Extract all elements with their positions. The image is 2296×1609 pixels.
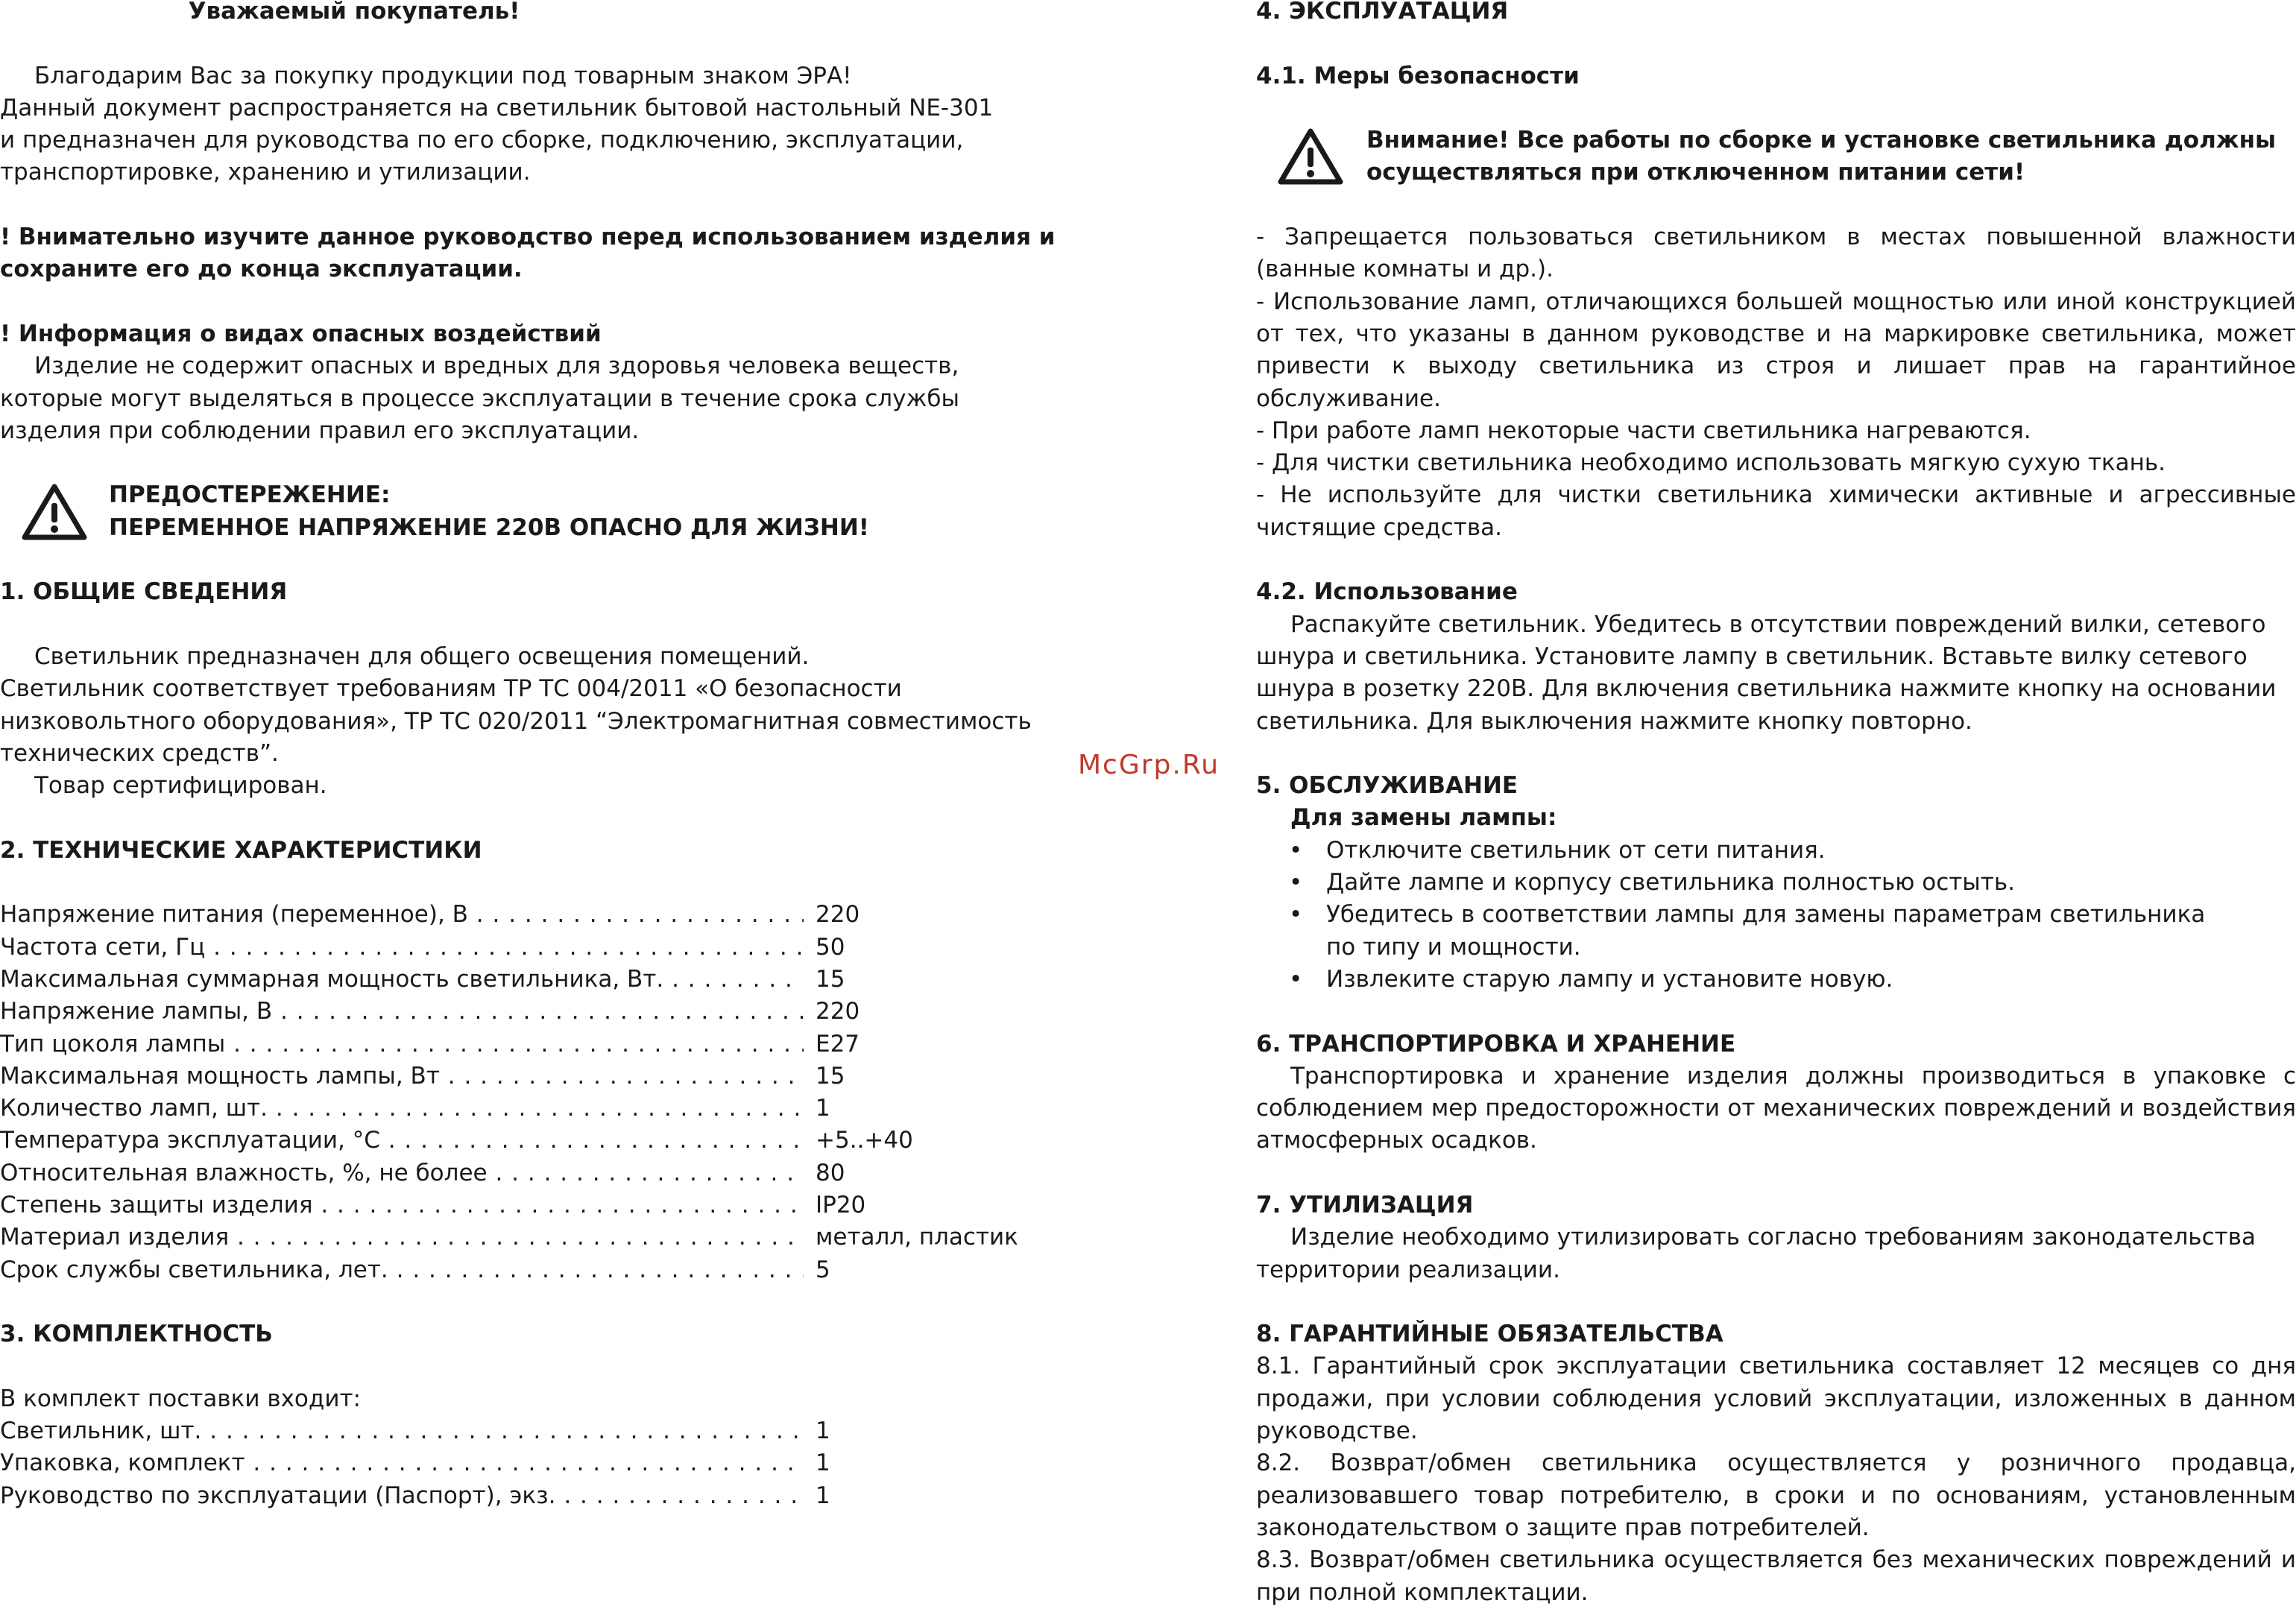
spec-row: Срок службы светильника, лет. . . . 5: [0, 1254, 1044, 1286]
spec-row: Частота сети, Гц . . . 50: [0, 932, 1044, 964]
intro-line: и предназначен для руководства по его сборке, подключению, эксплуатации,: [0, 127, 964, 154]
spec-table: [0, 899, 1044, 1286]
kit-intro: В комплект поставки входит:: [0, 1385, 361, 1412]
intro-line: транспортировке, хранению и утилизации.: [0, 159, 531, 186]
kit-row: Упаковка, комплект . . . 1: [0, 1447, 1044, 1479]
warning-line: ПРЕДОСТЕРЕЖЕНИЕ:: [109, 481, 391, 509]
section-title: 6. ТРАНСПОРТИРОВКА И ХРАНЕНИЕ: [1256, 1030, 1736, 1058]
usage-line: светильника. Для выключения нажмите кнопку повторно.: [1256, 707, 1972, 735]
section-title: 4. ЭКСПЛУАТАЦИЯ: [1256, 0, 1509, 25]
warning-triangle-icon: [1277, 127, 1344, 186]
warning-line: осуществляться при отключенном питании сети!: [1366, 159, 2025, 186]
left-column: [0, 0, 1056, 1512]
spec-row: Степень защиты изделия . . . IP20: [0, 1189, 1044, 1221]
section-title: 5. ОБСЛУЖИВАНИЕ: [1256, 772, 1518, 800]
disposal-line: территории реализации.: [1256, 1256, 1560, 1283]
hazard-text: Изделие не содержит опасных и вредных для здоровья человека веществ,: [34, 353, 959, 380]
section-title: 1. ОБЩИЕ СВЕДЕНИЯ: [0, 578, 288, 606]
list-item: • Извлеките старую лампу и установите новую.: [1289, 965, 1893, 993]
hazard-title: ! Информация о видах опасных воздействий: [0, 320, 602, 347]
safety-item: - Использование ламп, отличающихся большей мощностью или иной конструкцией от тех, что указаны в данном руководстве и на маркировке светильника, может привести к выходу светильника из строя и лишает прав на гарантийное обслуживание.: [1256, 288, 2296, 412]
spec-row: Напряжение лампы, В . . . 220: [0, 996, 1044, 1028]
s1-line: Светильник предназначен для общего освещения помещений.: [34, 642, 810, 670]
spec-row: Температура эксплуатации, °С . . . +5..+40: [0, 1125, 1044, 1157]
usage-line: шнура и светильника. Установите лампу в светильник. Вставьте вилку сетевого: [1256, 642, 2248, 670]
notice-line: сохраните его до конца эксплуатации.: [0, 256, 523, 283]
spec-row: Количество ламп, шт. . . . 1: [0, 1093, 1044, 1125]
disposal-line: Изделие необходимо утилизировать согласно требованиям законодательства: [1290, 1224, 2256, 1251]
section-title: 8. ГАРАНТИЙНЫЕ ОБЯЗАТЕЛЬСТВА: [1256, 1321, 1723, 1348]
watermark: McGrp.Ru: [1078, 750, 1220, 780]
right-column: [1256, 0, 2296, 1609]
hazard-text: изделия при соблюдении правил его эксплуатации.: [0, 417, 640, 444]
usage-line: Распакуйте светильник. Убедитесь в отсутствии повреждений вилки, сетевого: [1290, 610, 2266, 638]
usage-line: шнура в розетку 220В. Для включения светильника нажмите кнопку на основании: [1256, 675, 2277, 703]
warning-block: [0, 479, 1044, 544]
transport-text: Транспортировка и хранение изделия должны производиться в упаковке с соблюдением мер предосторожности от механических повреждений и воздействия атмосферных осадков.: [1256, 1062, 2296, 1154]
kit-table: [0, 1415, 1044, 1512]
subsection-title: Для замены лампы:: [1290, 804, 1557, 832]
notice-line: ! Внимательно изучите данное руководство перед использованием изделия и: [0, 224, 1056, 251]
intro-line: Данный документ распространяется на светильник бытовой настольный NE-301: [0, 94, 994, 121]
list-item: • Отключите светильник от сети питания.: [1289, 836, 1826, 864]
warranty-item: 8.2. Возврат/обмен светильника осуществляется у розничного продавца, реализовавшего товар потребителю, в сроки и по основаниям, установленным законодательством о защите прав потребителей.: [1256, 1450, 2296, 1541]
kit-row: Руководство по эксплуатации (Паспорт), экз. . . . 1: [0, 1480, 1044, 1512]
section-title: 3. КОМПЛЕКТНОСТЬ: [0, 1321, 273, 1348]
safety-item: - При работе ламп некоторые части светильника нагреваются.: [1256, 417, 2031, 444]
safety-item: - Для чистки светильника необходимо использовать мягкую сухую ткань.: [1256, 449, 2166, 477]
spec-row: Максимальная суммарная мощность светильника, Вт. . . . 15: [0, 964, 1044, 996]
list-item: • Дайте лампе и корпусу светильника полностью остыть.: [1289, 869, 2015, 897]
section-title: 7. УТИЛИЗАЦИЯ: [1256, 1191, 1474, 1218]
list-item: • Убедитесь в соответствии лампы для замены параметрам светильника по типу и мощности.: [1289, 901, 2206, 961]
s1-line: низковольтного оборудования», ТР ТС 020/2011 “Электромагнитная совместимость: [0, 707, 1032, 735]
subsection-title: 4.1. Меры безопасности: [1256, 62, 1580, 89]
warranty-item: 8.3. Возврат/обмен светильника осуществляется без механических повреждений и при полной комплектации.: [1256, 1546, 2296, 1606]
spec-row: Напряжение питания (переменное), В . . . 220: [0, 899, 1044, 931]
warning-line: Внимание! Все работы по сборке и установке светильника должны: [1366, 127, 2277, 154]
warning-triangle-icon: [21, 482, 88, 542]
spec-row: Максимальная мощность лампы, Вт . . . 15: [0, 1060, 1044, 1093]
subsection-title: 4.2. Использование: [1256, 578, 1518, 606]
s1-line: технических средств”.: [0, 739, 279, 767]
warning-block: [1256, 124, 2296, 189]
greeting: Уважаемый покупатель!: [188, 0, 520, 25]
spec-row: Тип цоколя лампы . . . E27: [0, 1028, 1044, 1060]
warning-line: ПЕРЕМЕННОЕ НАПРЯЖЕНИЕ 220В ОПАСНО ДЛЯ ЖИЗНИ!: [109, 513, 869, 541]
warranty-item: 8.1. Гарантийный срок эксплуатации светильника составляет 12 месяцев со дня продажи, при условии соблюдения условий эксплуатации, изложенных в данном руководстве.: [1256, 1353, 2296, 1445]
safety-item: - Запрещается пользоваться светильником в местах повышенной влажности (ванные комнаты и др.).: [1256, 224, 2296, 283]
safety-item: - Не используйте для чистки светильника химически активные и агрессивные чистящие средства.: [1256, 481, 2296, 541]
section-title: 2. ТЕХНИЧЕСКИЕ ХАРАКТЕРИСТИКИ: [0, 836, 482, 864]
kit-row: Светильник, шт. . . . 1: [0, 1415, 1044, 1447]
spec-row: Материал изделия . . . металл, пластик: [0, 1221, 1044, 1254]
spec-row: Относительная влажность, %, не более . . . 80: [0, 1157, 1044, 1189]
s1-line: Товар сертифицирован.: [34, 772, 327, 800]
intro-line: Благодарим Вас за покупку продукции под товарным знаком ЭРА!: [34, 62, 852, 89]
hazard-text: которые могут выделяться в процессе эксплуатации в течение срока службы: [0, 385, 959, 412]
s1-line: Светильник соответствует требованиям ТР ТС 004/2011 «О безопасности: [0, 675, 902, 703]
